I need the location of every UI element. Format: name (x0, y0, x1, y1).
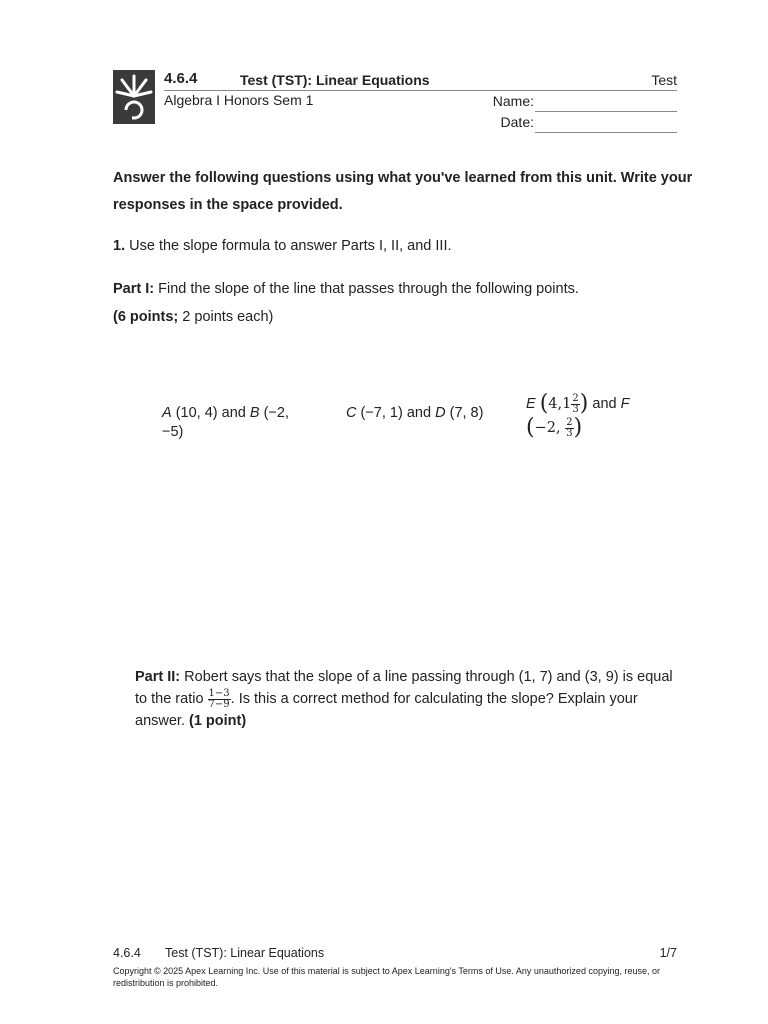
header-rule (164, 90, 677, 91)
fraction: $\frac{2}{3}$ (572, 392, 579, 415)
point-name: A (162, 405, 172, 421)
point-coords: (10, 4) (175, 405, 218, 421)
points-bold: (6 points; (113, 309, 179, 325)
point-pair-ef: E (4,1 $\frac{2}{3}$ ) and F (−2, $\frac{2}{3}$ ) (526, 391, 630, 440)
point-pair-cd (346, 404, 483, 423)
lesson-title: Test (TST): Linear Equations (240, 72, 430, 88)
part-2-label: Part II: (135, 669, 181, 685)
footer-number: 4.6.4 (113, 946, 141, 960)
part-1-label: Part I: (113, 281, 155, 297)
apex-learning-logo-icon (113, 70, 155, 124)
point-name: B (249, 405, 260, 421)
question-text: Use the slope formula to answer Parts I, II, and III. (129, 238, 452, 254)
part-1-points (113, 309, 273, 325)
point-coords: (−2, (263, 405, 289, 421)
part-2-points: (1 point) (189, 713, 247, 729)
part-1-text: Find the slope of the line that passes through the following points. (158, 281, 579, 297)
question-1 (113, 238, 452, 254)
point-pair-ab (162, 404, 312, 442)
point-name: D (435, 405, 446, 421)
question-number: 1. (113, 238, 126, 254)
instructions: Answer the following questions using what you've learned from this unit. Write your responses in the space provided. (113, 170, 693, 213)
date-field[interactable] (535, 132, 677, 133)
point-name: F (620, 396, 630, 412)
part-2-text-before: Robert says that the slope of a line passing through (1, 7) and (3, 9) is equal to the ratio (135, 669, 673, 707)
part-2-text-after: . Is this a correct method for calculating the slope? Explain your answer. (135, 691, 638, 729)
course-name: Algebra I Honors Sem 1 (164, 92, 314, 108)
ratio-fraction: $\frac{1-3}{7-9}$ (208, 687, 230, 710)
lesson-number: 4.6.4 (164, 70, 198, 87)
conjunction: and (406, 405, 432, 421)
page-number: 1/7 (659, 946, 677, 960)
date-label: Date: (500, 114, 534, 130)
point-coords: −5) (162, 424, 184, 440)
point-coords: (7, 8) (449, 405, 484, 421)
conjunction: and (221, 405, 246, 421)
copyright-notice: Copyright © 2025 Apex Learning Inc. Use of this material is subject to Apex Learning's Terms of Use. Any unauthorized copying, reuse, or redistribution is prohibited. (113, 966, 660, 988)
point-name: C (346, 405, 357, 421)
points-rest: 2 points each) (182, 309, 274, 325)
name-label: Name: (492, 93, 534, 109)
part-2-prompt (135, 666, 680, 732)
coord-x: −2, (534, 420, 561, 436)
fraction: $\frac{2}{3}$ (566, 416, 573, 439)
point-coords: (−7, 1) (360, 405, 403, 421)
coord-x: 4, (548, 396, 563, 412)
document-type: Test (651, 72, 677, 88)
mixed-whole: 1 (562, 396, 572, 412)
name-field[interactable] (535, 111, 677, 112)
part-1-prompt (113, 281, 579, 297)
point-name: E (526, 396, 536, 412)
footer-title: Test (TST): Linear Equations (165, 946, 325, 960)
conjunction: and (592, 396, 617, 412)
